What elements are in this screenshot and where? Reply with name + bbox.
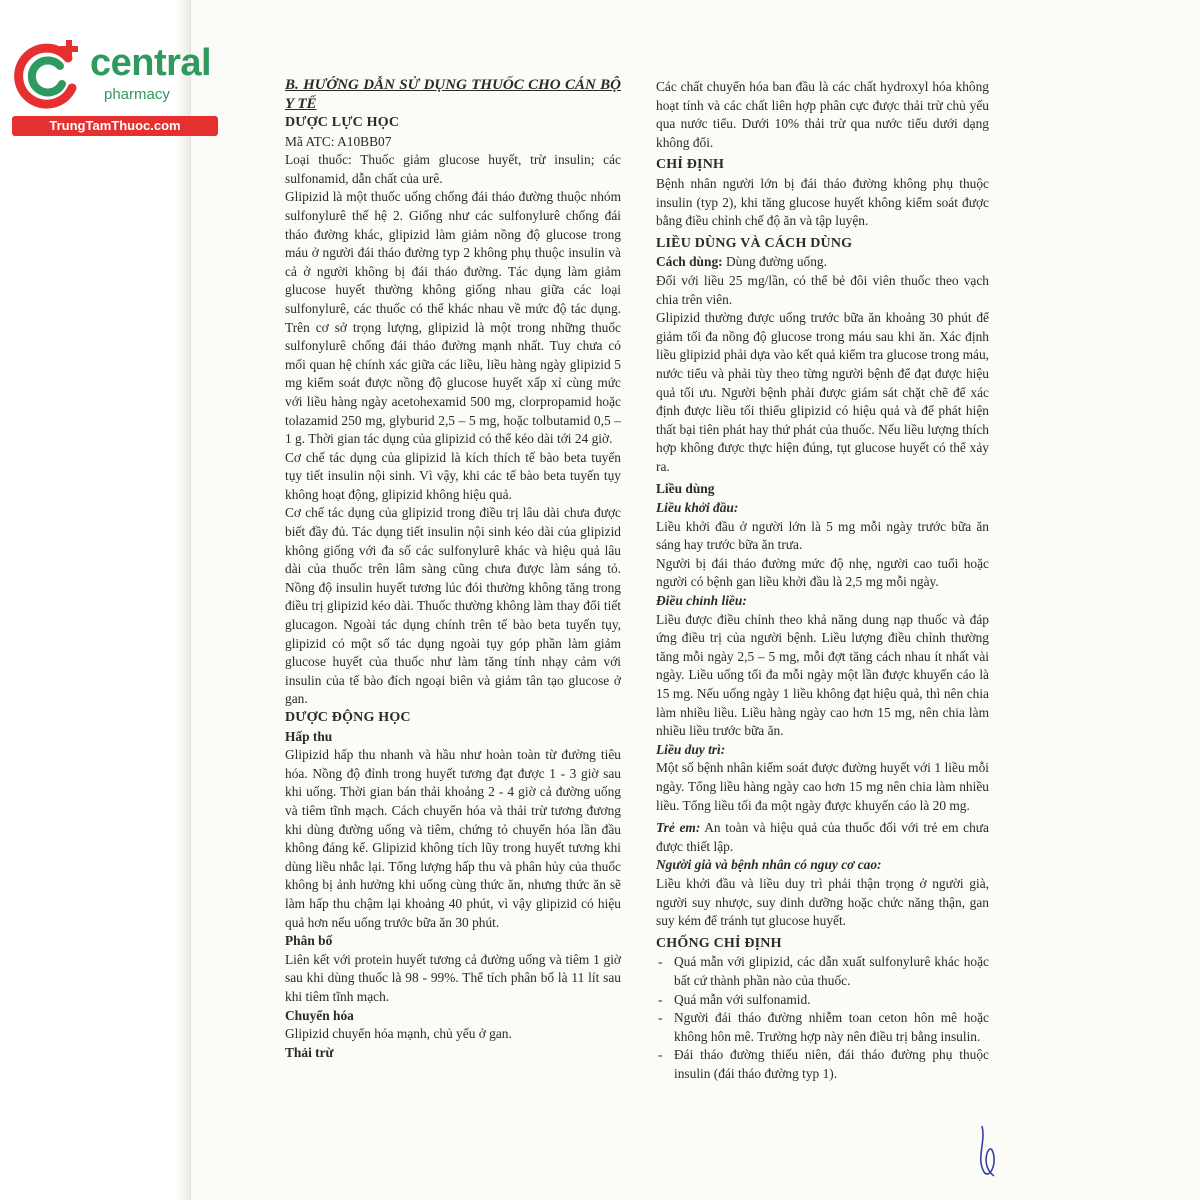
absorption-text: Glipizid hấp thu nhanh và hầu như hoàn toàn từ đường tiêu hóa. Nồng độ đỉnh trong huyết tương đạt được 1 - 3 giờ sau khi uống. Thời gian bán thải khoảng 2 - 4 giờ cả đường uống và tiêm tĩnh mạch. Cách chuyển hóa và thải trừ tương đương khi dùng đường uống và tiêm, chứng tỏ chuyển hóa lần đầu không đáng kể. Glipizid không tích lũy trong huyết tương khi dùng liều nhắc lại. Tổng lượng hấp thu và phân hủy của thuốc không bị ảnh hưởng khi uống cùng thức ăn, nhưng thức ăn sẽ làm hấp thu chậm lại khoảng 40 phút, vì vậy glipizid có hiệu quả hơn nếu uống trước bữa ăn 30 phút. (285, 747, 621, 930)
drug-type: Loại thuốc: Thuốc giảm glucose huyết, trừ insulin; các sulfonamid, dẫn chất của urê. (285, 152, 621, 186)
administration-paragraph-1: Đối với liều 25 mg/lần, có thể bẻ đôi viên thuốc theo vạch chia trên viên. (656, 272, 989, 307)
pd-paragraph-3: Cơ chế tác dụng của glipizid trong điều trị lâu dài chưa được biết đầy đủ. Tác dụng tiết insulin nội sinh kéo dài của glipizid không giống với đa số các sulfonylurê khác và hiệu quả lâu dài của thuốc trên lâm sàng cũng chưa được làm sáng tỏ. Nồng độ insulin huyết tương lúc đói thường không tăng trong điều trị glipizid kéo dài. Thuốc thường không làm thay đổi tiết glucagon. Ngoài tác dụng chính trên tế bào beta tuyến tụy, glipizid có một số tác dụng ngoài tụy góp phần làm giảm glucose huyết của thuốc như làm tăng tính nhạy cảm với insulin của tế bào đích ngoại biên và giảm tân tạo glucose ở gan. (285, 505, 621, 707)
list-item: - Quá mẫn với sulfonamid. (656, 991, 989, 1010)
elderly-text: Liều khởi đầu và liều duy trì phải thận trọng ở người già, người suy nhược, suy dinh dưỡng hoặc chức năng thận, gan suy kém để tránh tụt glucose huyết. (656, 875, 989, 929)
contraindication-heading: CHỐNG CHỈ ĐỊNH (656, 935, 782, 951)
handwritten-signature-icon (972, 1122, 1008, 1182)
logo-brand-text: central (90, 42, 212, 84)
distribution-text: Liên kết với protein huyết tương cả đường uống và tiêm 1 giờ sau khi dùng thuốc là 98 - 99%. Thể tích phân bố là 11 lít sau khi tiêm tĩnh mạch. (285, 951, 621, 1004)
contraindication-list (656, 953, 989, 1083)
children-line (656, 819, 989, 856)
list-item: - Đái tháo đường thiếu niên, đái tháo đường phụ thuộc insulin (đái tháo đường typ 1). (656, 1046, 989, 1083)
children-label: Trẻ em: (656, 820, 701, 836)
pd-paragraph-1: Glipizid là một thuốc uống chống đái tháo đường thuộc nhóm sulfonylurê thế hệ 2. Giống như các sulfonylurê chống đái tháo đường khác, glipizid làm giảm nồng độ glucose trong máu ở người đái tháo đường typ 2 không phụ thuộc insulin và cả ở người không bị đái tháo đường. Tác dụng làm giảm glucose huyết thường không giống nhau giữa các loại sulfonylurê, các thuốc có thể khác nhau về mức độ tác dụng. Trên cơ sở trọng lượng, glipizid là một trong những thuốc sulfonylurê chống đái tháo đường mạnh nhất. Tuy chưa có mối quan hệ chính xác giữa các liều, liều hàng ngày glipizid 5 mg kiểm soát được nồng độ glucose huyết xấp xỉ cùng mức với liều hàng ngày acetohexamid 500 mg, clorpropamid hoặc tolazamid 250 mg, glyburid 2,5 – 5 mg, hoặc tolbutamid 0,5 – 1 g. Thời gian tác dụng của glipizid có thể kéo dài tới 24 giờ. (285, 189, 621, 447)
left-column (285, 76, 621, 1062)
metabolism-title: Chuyển hóa (285, 1007, 354, 1023)
atc-code: Mã ATC: A10BB07 (285, 133, 392, 149)
central-logo-icon (10, 36, 90, 114)
pd-paragraph-2: Cơ chế tác dụng của glipizid là kích thích tế bào beta tuyến tụy tiết insulin nội sinh. Vì vậy, khi các tế bào beta tuyến tụy không hoạt động, glipizid không hiệu quả. (285, 449, 621, 502)
initial-dose-paragraph-2: Người bị đái tháo đường mức độ nhẹ, người cao tuổi hoặc người có bệnh gan liều khởi đầu là 2,5 mg mỗi ngày. (656, 555, 989, 590)
absorption-title: Hấp thu (285, 728, 333, 744)
metabolism-text: Glipizid chuyển hóa mạnh, chủ yếu ở gan. (285, 1026, 512, 1042)
dose-adjustment-text: Liều được điều chỉnh theo khả năng dung nạp thuốc và đáp ứng điều trị của người bệnh. Liều lượng điều chỉnh thường tăng mỗi ngày 2,5 – 5 mg, mỗi đợt tăng cách nhau ít nhất vài ngày. Liều uống tối đa mỗi ngày một lần được khuyến cáo là 15 mg. Nếu uống ngày 1 liều không đạt hiệu quả, thì nên chia làm nhiều liều. Liều hàng ngày cao hơn 15 mg, nên chia làm nhiều liều trước bữa ăn. (656, 611, 989, 739)
section-title: B. HƯỚNG DẪN SỬ DỤNG THUỐC CHO CÁN BỘ Y TẾ (285, 77, 621, 112)
central-pharmacy-logo (10, 36, 220, 136)
elderly-title: Người già và bệnh nhân có nguy cơ cao: (656, 857, 882, 873)
excretion-title: Thải trừ (285, 1044, 334, 1060)
children-text: An toàn và hiệu quả của thuốc đối với trẻ em chưa được thiết lập. (656, 820, 989, 854)
distribution-title: Phân bố (285, 933, 333, 949)
administration-value: Dùng đường uống. (722, 254, 827, 270)
list-item: - Quá mẫn với glipizid, các dẫn xuất sulfonylurê khác hoặc bất cứ thành phần nào của thuốc. (656, 953, 989, 990)
pharmacodynamics-heading: DƯỢC LỰC HỌC (285, 115, 400, 130)
dose-title: Liều dùng (656, 481, 715, 497)
dose-adjustment-title: Điều chỉnh liều: (656, 593, 747, 609)
indication-text: Bệnh nhân người lớn bị đái tháo đường không phụ thuộc insulin (typ 2), khi tăng glucose huyết không kiểm soát được bằng điều chỉnh chế độ ăn và tập luyện. (656, 175, 989, 229)
logo-website-banner: TrungTamThuoc.com (12, 116, 218, 136)
initial-dose-paragraph-1: Liều khởi đầu ở người lớn là 5 mg mỗi ngày trước bữa ăn sáng hay trước bữa ăn trưa. (656, 518, 989, 553)
maintenance-dose-text: Một số bệnh nhân kiểm soát được đường huyết với 1 liều mỗi ngày. Tổng liều hàng ngày cao hơn 15 mg nên chia làm nhiều liều. Tổng liều tối đa một ngày được khuyến cáo là 20 mg. (656, 760, 989, 813)
administration-label: Cách dùng: (656, 254, 723, 270)
maintenance-dose-title: Liều duy trì: (656, 741, 726, 757)
list-item: - Người đái tháo đường nhiễm toan ceton hôn mê hoặc không hôn mê. Trường hợp này nên điều trị bằng insulin. (656, 1009, 989, 1046)
excretion-text: Các chất chuyển hóa ban đầu là các chất hydroxyl hóa không hoạt tính và các chất liên hợp phân cực được thải trừ chủ yếu qua nước tiểu. Dưới 10% thải trừ qua nước tiểu dưới dạng không đổi. (656, 79, 989, 150)
indication-heading: CHỈ ĐỊNH (656, 157, 725, 173)
administration-line (656, 253, 989, 272)
pharmacokinetics-heading: DƯỢC ĐỘNG HỌC (285, 710, 411, 725)
page-shadow (176, 0, 190, 1200)
logo-subtitle: pharmacy (104, 86, 170, 103)
dosage-heading: LIỀU DÙNG VÀ CÁCH DÙNG (656, 235, 853, 251)
right-column (656, 78, 989, 1083)
initial-dose-title: Liều khởi đầu: (656, 500, 739, 516)
administration-paragraph-2: Glipizid thường được uống trước bữa ăn khoảng 30 phút để giảm tối đa nồng độ glucose trong máu sau khi ăn. Xác định liều glipizid phải dựa vào kết quả kiểm tra glucose trong máu, nước tiểu và phải tùy theo từng người bệnh để đạt được hiệu quả tối ưu. Người bệnh phải được giám sát chặt chẽ để xác định được liều tối thiểu glipizid có hiệu quả và để phát hiện thất bại tiên phát hay thứ phát của thuốc. Nếu liều lượng thích hợp không được thực hiện đúng, tụt glucose huyết có thể xảy ra. (656, 310, 989, 474)
